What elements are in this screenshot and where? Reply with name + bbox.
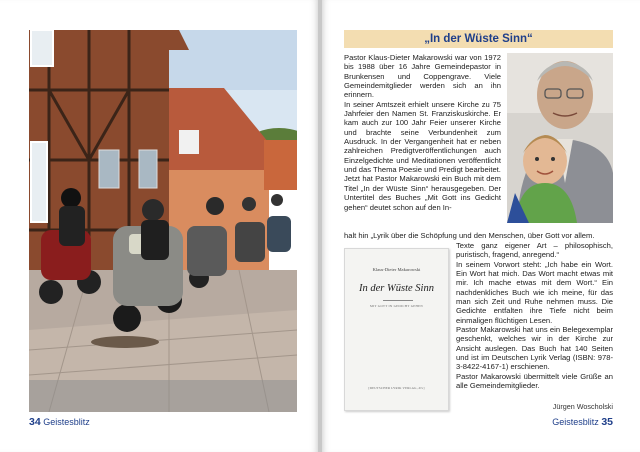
photo-pastor-with-child <box>507 53 613 223</box>
right-page-number: 35 <box>601 416 613 428</box>
left-page <box>0 0 318 452</box>
author-signature: Jürgen Woscholski <box>552 402 613 411</box>
left-magazine-name: Geistesblitz <box>43 417 90 427</box>
photo-motorcyclists <box>29 30 297 412</box>
right-magazine-name: Geistesblitz <box>552 417 599 427</box>
article-column-bottom <box>456 241 613 391</box>
book-title-rule <box>383 300 413 301</box>
paragraph: In seinem Vorwort steht: „Ich habe ein Wort. Ein Wort hat mich. Das Wort macht etwas mit mir. Ich mache etwas mit dem Wort.“ Ein nachdenkliches Buch wie ich meine, für das man sich Zeit und Ruhe nehmen muss. Die Gedichte entfalten ihre Tiefe nicht beim einmaligen flüchtigen Lesen. <box>456 259 613 325</box>
paragraph: In seiner Amtszeit erhielt unsere Kirche zu 75 Jahrfeier den Namen St. Franziskuskirche. Er kam auch zur 100 Jahr Feier unserer Kirche und brachte seine Verbundenheit zum Ausdruck. In der Vergangenheit hat er neben zahlreichen Predigtveröffentlichungen auch Einzelgedichte und Meditationen veröffentlicht und das Thema Poesie und Predigt bearbeitet. <box>344 99 501 175</box>
book-subtitle: MIT GOTT IN GEDICHT GEHEN <box>369 304 423 308</box>
book-publisher: [DEUTSCHER LYRIK VERLAG, dlv] <box>368 386 425 390</box>
left-page-number: 34 <box>29 416 41 428</box>
article-title: „In der Wüste Sinn“ <box>424 33 533 45</box>
article-title-bar <box>344 30 613 48</box>
article-column-full-width <box>344 231 613 240</box>
paragraph: Pastor Makarowski hat uns ein Belegexemplar geschenkt, welches wir in der Kirche zur Ansicht auslegen. Das Buch hat 140 Seiten und ist im Deutschen Lyrik Verlag (ISBN: 978-3-8422-4167-1) erschienen. <box>456 325 613 372</box>
book-title: In der Wüste Sinn <box>359 283 434 294</box>
paragraph: Pastor Klaus-Dieter Makarowski war von 1972 bis 1988 über 16 Jahre Gemeindepastor in Brunkensen und Coppengrave. Viele Gemeindemitglieder werden sich an ihn erinnern. <box>344 53 501 100</box>
book-cover-image <box>344 248 449 411</box>
left-folio <box>29 416 90 428</box>
right-folio <box>552 416 613 428</box>
article-column-top <box>344 53 501 212</box>
paragraph: Texte ganz eigener Art – philosophisch, puristisch, fragend, anregend.“ <box>456 241 613 260</box>
book-author: Klaus-Dieter Makarowski <box>372 267 421 272</box>
paragraph: Jetzt hat Pastor Makarowski ein Buch mit dem Titel „In der Wüste Sinn“ herausgegeben. Der Untertitel des Buches „Mit Gott ins Gedicht gehen“ deutet schon auf den In- <box>344 174 501 212</box>
paragraph: halt hin „Lyrik über die Schöpfung und den Menschen, über Gott vor allem. <box>344 231 595 240</box>
paragraph: Pastor Makarowski übermittelt viele Grüße an alle Gemeindemitglieder. <box>456 371 613 391</box>
